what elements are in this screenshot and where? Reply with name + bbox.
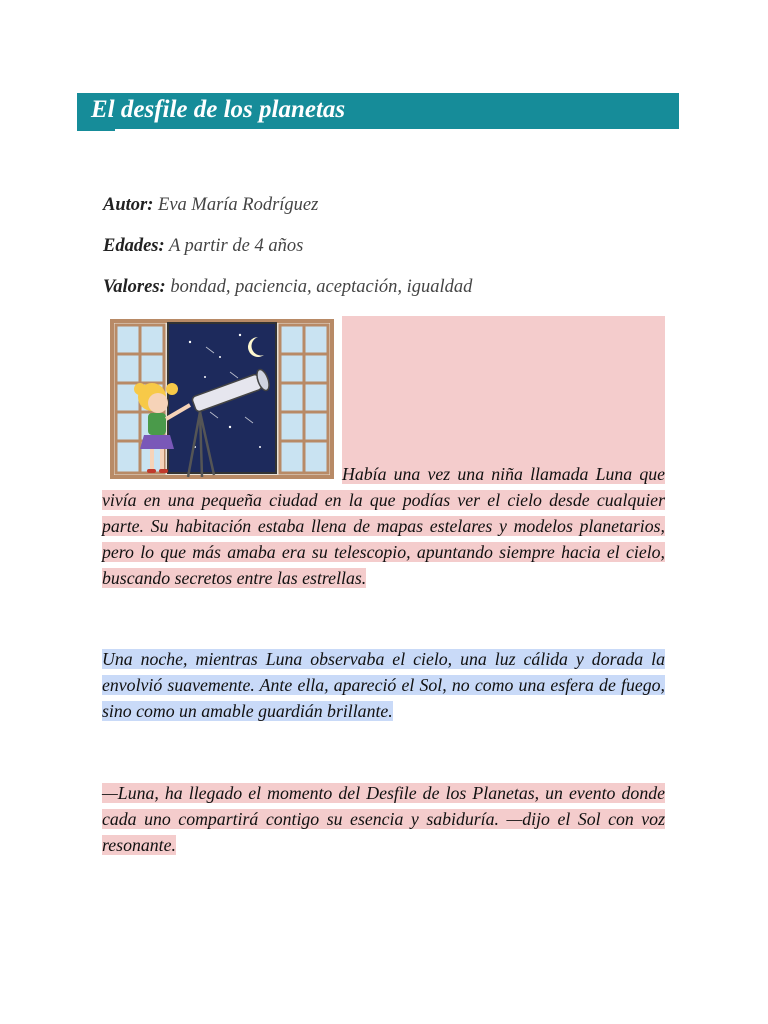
highlight-block [342, 316, 665, 464]
meta-ages [103, 236, 303, 257]
meta-author-value: Eva María Rodríguez [158, 195, 319, 215]
girl-telescope-illustration [110, 317, 334, 480]
meta-values-label: Valores: [103, 277, 166, 297]
meta-author [103, 195, 318, 216]
story-paragraph-2 [102, 646, 665, 724]
meta-author-label: Autor: [103, 195, 154, 215]
meta-values-value: bondad, paciencia, aceptación, igualdad [170, 277, 473, 297]
page-title: El desfile de los planetas [91, 96, 346, 123]
title-banner-underline [77, 129, 115, 131]
story-paragraph-3-text: —Luna, ha llegado el momento del Desfile de los Planetas, un evento donde cada uno compartirá contigo su esencia y sabiduría. —dijo el Sol con voz resonante. [102, 783, 665, 855]
story-paragraph-3 [102, 780, 665, 858]
meta-ages-value: A partir de 4 años [168, 236, 304, 256]
story-paragraph-2-text: Una noche, mientras Luna observaba el cielo, una luz cálida y dorada la envolvió suavemente. Ante ella, apareció el Sol, no como una esfera de fuego, sino como un amable guardián brillante. [102, 649, 665, 721]
story-paragraph-1 [102, 461, 665, 591]
title-banner [77, 93, 679, 129]
meta-values [103, 277, 472, 298]
story-paragraph-1-text: Había una vez una niña llamada Luna que vivía en una pequeña ciudad en la que podías ver el cielo desde cualquier parte. Su habitación estaba llena de mapas estelares y modelos planetarios, pero lo que más amaba era su telescopio, apuntando siempre hacia el cielo, buscando secretos entre las estrellas. [102, 464, 665, 588]
meta-ages-label: Edades: [103, 236, 165, 256]
